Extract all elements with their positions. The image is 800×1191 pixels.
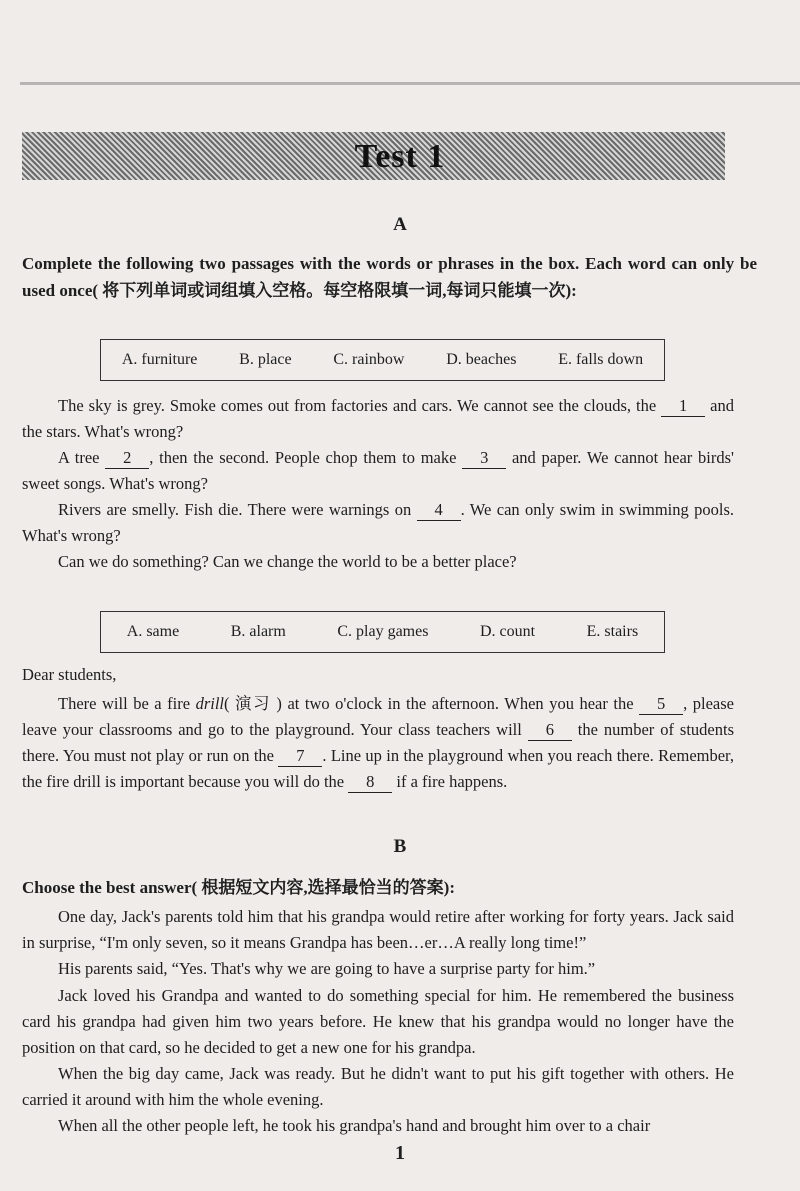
word-box-2 bbox=[100, 611, 665, 653]
option: C. rainbow bbox=[333, 351, 405, 368]
bleed-through-text bbox=[60, 55, 780, 81]
passage-1-para-4: Can we do something? Can we change the world to be a better place? bbox=[58, 552, 517, 571]
option: D. beaches bbox=[446, 351, 517, 368]
letter-salutation: Dear students, bbox=[22, 665, 117, 684]
word-box-1 bbox=[100, 339, 665, 381]
story-para-4: When the big day came, Jack was ready. But he didn't want to put his gift together with others. He carried it around with him the whole evening. bbox=[22, 1064, 734, 1109]
passage-1-para-3: Rivers are smelly. Fish die. There were warnings on 4 . We can only swim in swimming pools. What's wrong? bbox=[22, 500, 734, 545]
option: A. same bbox=[126, 623, 180, 640]
blank-7: 7 bbox=[278, 746, 322, 767]
blank-4: 4 bbox=[417, 500, 461, 521]
section-a-heading: A bbox=[393, 214, 407, 235]
section-b-instruction: Choose the best answer( 根据短文内容,选择最恰当的答案): bbox=[22, 878, 456, 897]
option: E. stairs bbox=[586, 623, 639, 640]
blank-2: 2 bbox=[105, 448, 149, 469]
option: A. furniture bbox=[121, 351, 198, 368]
blank-3: 3 bbox=[462, 448, 506, 469]
page-title: Test 1 bbox=[354, 138, 446, 175]
option: B. alarm bbox=[230, 623, 286, 640]
story-para-5: When all the other people left, he took his grandpa's hand and brought him over to a chair bbox=[58, 1116, 651, 1135]
story-para-2: His parents said, “Yes. That's why we are going to have a surprise party for him.” bbox=[58, 959, 596, 978]
section-a-instruction: Complete the following two passages with the words or phrases in the box. Each word can only be used once( 将下列单词或词组填入空格。每空格限填一词,每词只能填一次): bbox=[22, 254, 757, 300]
blank-1: 1 bbox=[661, 396, 705, 417]
page-number: 1 bbox=[395, 1142, 405, 1164]
blank-6: 6 bbox=[528, 720, 572, 741]
passage-1-para-1: The sky is grey. Smoke comes out from factories and cars. We cannot see the clouds, the 1 and the stars. What's wrong? bbox=[22, 396, 734, 441]
story-para-1: One day, Jack's parents told him that his grandpa would retire after working for forty years. Jack said in surprise, “I'm only seven, so it means Grandpa has been…er…A really long time!” bbox=[22, 907, 734, 952]
option: E. falls down bbox=[558, 351, 644, 368]
blank-8: 8 bbox=[348, 772, 392, 793]
section-b-heading: B bbox=[393, 836, 407, 857]
passage-1-para-2: A tree 2 , then the second. People chop them to make 3 and paper. We cannot hear birds' sweet songs. What's wrong? bbox=[22, 448, 735, 493]
passage-2-body: There will be a fire drill( 演习 ) at two o'clock in the afternoon. When you hear the 5 , please leave your classrooms and go to the playground. Your class teachers will 6 the number of students there. You must not play or run on the 7 . Line up in the playground when you reach there. Remember, the fire drill is important because you will do the 8 if a fire happens. bbox=[22, 694, 735, 791]
option: C. play games bbox=[337, 623, 429, 640]
option: B. place bbox=[239, 351, 292, 368]
blank-5: 5 bbox=[639, 694, 683, 715]
story-para-3: Jack loved his Grandpa and wanted to do something special for him. He remembered the business card his grandpa had given him two years before. He knew that his grandpa would no longer have the position on that card, so he decided to get a new one for his grandpa. bbox=[22, 986, 734, 1057]
running-header-rule bbox=[20, 82, 800, 85]
term-drill: drill bbox=[195, 694, 225, 713]
option: D. count bbox=[479, 623, 536, 640]
